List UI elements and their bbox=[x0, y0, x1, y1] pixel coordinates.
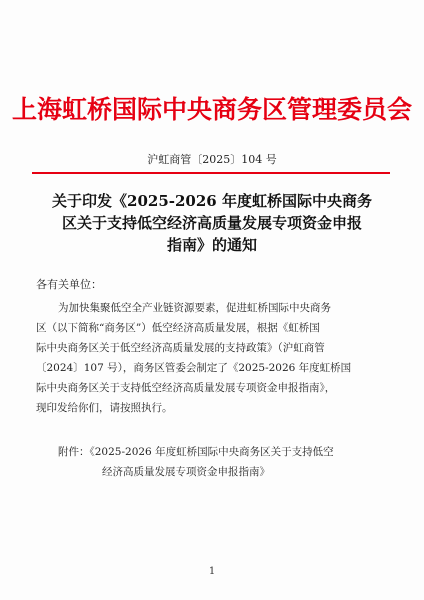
attachment-line: 附件：《2025-2026 年度虹桥国际中央商务区关于支持低空 bbox=[58, 446, 334, 458]
body-paragraph bbox=[36, 298, 388, 418]
body-line: 现印发给你们，请按照执行。 bbox=[36, 402, 173, 414]
salutation: 各有关单位： bbox=[36, 278, 102, 291]
issuing-organization-header: 上海虹桥国际中央商务区管理委员会 bbox=[11, 95, 412, 124]
attachment-note bbox=[36, 442, 388, 482]
document-title bbox=[40, 190, 384, 256]
title-line: 指南》的通知 bbox=[166, 236, 257, 254]
body-line: 区（以下简称“商务区”）低空经济高质量发展，根据《虹桥国 bbox=[36, 322, 320, 334]
body-line: 际中央商务区关于低空经济高质量发展的支持政策》（沪虹商管 bbox=[36, 342, 325, 354]
body-line: 为加快集聚低空全产业链资源要素，促进虹桥国际中央商务 bbox=[58, 302, 331, 314]
attachment-line: 经济高质量发展专项资金申报指南》 bbox=[102, 466, 270, 478]
body-line: 际中央商务区关于支持低空经济高质量发展专项资金申报指南》， bbox=[36, 382, 336, 394]
title-line: 区关于支持低空经济高质量发展专项资金申报 bbox=[61, 214, 362, 232]
title-line: 关于印发《2025-2026 年度虹桥国际中央商务 bbox=[52, 192, 372, 210]
page-number: 1 bbox=[208, 566, 216, 577]
red-divider-line bbox=[32, 172, 390, 174]
document-number: 沪虹商管〔2025〕104 号 bbox=[147, 153, 277, 166]
body-line: 〔2024〕107 号），商务区管委会制定了《2025-2026 年度虹桥国 bbox=[36, 362, 352, 374]
